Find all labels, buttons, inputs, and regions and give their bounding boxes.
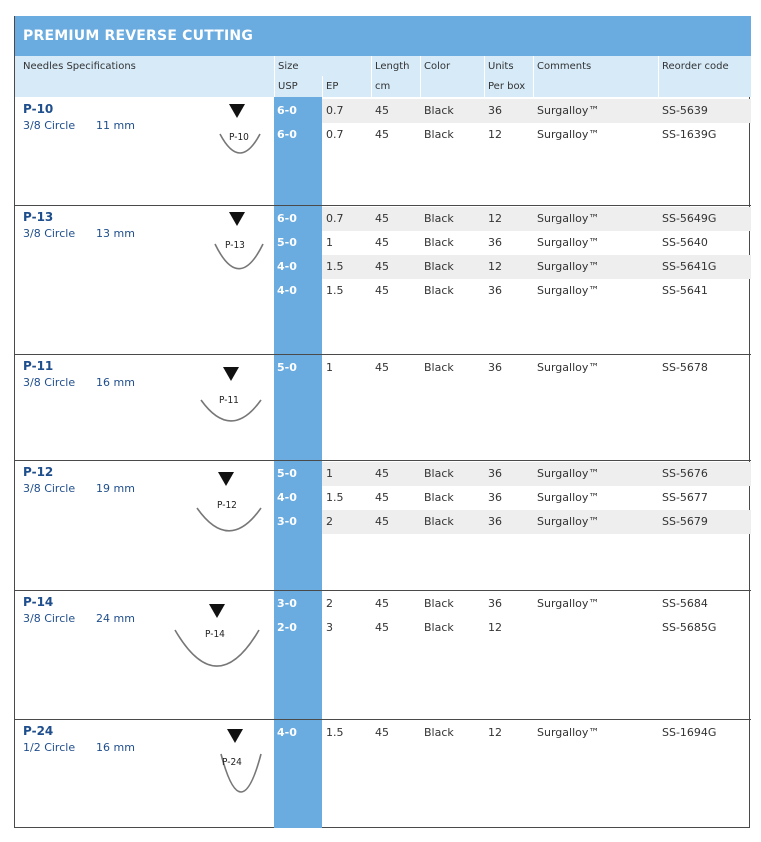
header-usp: USP [278,81,298,92]
comments-value: Surgalloy™ [537,104,600,117]
needle-size-mm: 24 mm [96,612,135,625]
color-value: Black [424,515,454,528]
needle-circle: 3/8 Circle [23,612,76,625]
header-ep: EP [326,81,339,92]
needle-label: P-12 [217,500,237,511]
ep-value: 0.7 [326,128,344,141]
color-value: Black [424,212,454,225]
needle-label: P-13 [225,240,245,251]
usp-size: 6-0 [277,212,297,225]
comments-value: Surgalloy™ [537,491,600,504]
needle-name: P-13 [23,210,54,224]
header-color: Color [424,61,451,72]
color-value: Black [424,467,454,480]
ep-value: 1.5 [326,284,344,297]
units-value: 36 [488,284,502,297]
header-divider [420,56,421,97]
usp-size: 4-0 [277,726,297,739]
length-value: 45 [375,236,389,249]
header-divider [371,56,372,97]
units-value: 36 [488,515,502,528]
header-length: Length [375,61,410,72]
needle-label: P-24 [222,757,242,768]
reorder-code: SS-5641G [662,260,717,273]
reorder-code: SS-5684 [662,597,708,610]
color-value: Black [424,597,454,610]
header-size: Size [278,61,299,72]
length-value: 45 [375,361,389,374]
color-value: Black [424,361,454,374]
comments-value: Surgalloy™ [537,467,600,480]
length-value: 45 [375,726,389,739]
units-value: 36 [488,361,502,374]
header-needles: Needles Specifications [23,61,136,72]
ep-value: 0.7 [326,104,344,117]
header-per-box: Per box [488,81,526,92]
reorder-code: SS-5676 [662,467,708,480]
units-value: 36 [488,467,502,480]
comments-value: Surgalloy™ [537,212,600,225]
length-value: 45 [375,284,389,297]
usp-size: 6-0 [277,128,297,141]
ep-value: 0.7 [326,212,344,225]
units-value: 12 [488,726,502,739]
ep-value: 1 [326,236,333,249]
usp-size: 2-0 [277,621,297,634]
table-title: PREMIUM REVERSE CUTTING [15,16,751,56]
needle-circle: 3/8 Circle [23,376,76,389]
needle-size-mm: 13 mm [96,227,135,240]
usp-size: 5-0 [277,467,297,480]
ep-value: 2 [326,515,333,528]
reorder-code: SS-1694G [662,726,717,739]
length-value: 45 [375,104,389,117]
needle-circle: 3/8 Circle [23,227,76,240]
length-value: 45 [375,128,389,141]
units-value: 12 [488,260,502,273]
color-value: Black [424,491,454,504]
ep-value: 3 [326,621,333,634]
needle-label: P-10 [229,132,249,143]
reorder-code: SS-5685G [662,621,717,634]
ep-value: 1.5 [326,491,344,504]
comments-value: Surgalloy™ [537,128,600,141]
header-units: Units [488,61,514,72]
header-divider [274,56,275,97]
needle-label: P-11 [219,395,239,406]
triangle-point-icon [227,729,243,743]
usp-size: 4-0 [277,260,297,273]
ep-value: 2 [326,597,333,610]
color-value: Black [424,236,454,249]
color-value: Black [424,260,454,273]
needle-name: P-14 [23,595,54,609]
reorder-code: SS-5640 [662,236,708,249]
header-comments: Comments [537,61,592,72]
needle-circle: 3/8 Circle [23,119,76,132]
length-value: 45 [375,212,389,225]
usp-size: 6-0 [277,104,297,117]
reorder-code: SS-5649G [662,212,717,225]
needle-name: P-10 [23,102,54,116]
reorder-code: SS-5679 [662,515,708,528]
needle-illustration [15,16,274,828]
comments-value: Surgalloy™ [537,361,600,374]
reorder-code: SS-5639 [662,104,708,117]
comments-value: Surgalloy™ [537,260,600,273]
length-value: 45 [375,597,389,610]
needle-size-mm: 11 mm [96,119,135,132]
length-value: 45 [375,491,389,504]
needle-size-mm: 16 mm [96,741,135,754]
length-value: 45 [375,467,389,480]
needle-name: P-11 [23,359,54,373]
needle-label: P-14 [205,629,225,640]
header-divider [658,56,659,97]
header-divider [322,76,323,97]
usp-size: 5-0 [277,236,297,249]
units-value: 12 [488,212,502,225]
header-divider [533,56,534,97]
ep-value: 1 [326,361,333,374]
needle-size-mm: 16 mm [96,376,135,389]
units-value: 36 [488,491,502,504]
usp-size: 3-0 [277,597,297,610]
ep-value: 1 [326,467,333,480]
color-value: Black [424,128,454,141]
ep-value: 1.5 [326,260,344,273]
reorder-code: SS-5677 [662,491,708,504]
needle-size-mm: 19 mm [96,482,135,495]
usp-size: 5-0 [277,361,297,374]
units-value: 36 [488,597,502,610]
units-value: 36 [488,104,502,117]
product-table [14,16,750,828]
reorder-code: SS-5641 [662,284,708,297]
needle-name: P-24 [23,724,54,738]
usp-size: 4-0 [277,491,297,504]
comments-value: Surgalloy™ [537,284,600,297]
reorder-code: SS-1639G [662,128,717,141]
length-value: 45 [375,515,389,528]
color-value: Black [424,726,454,739]
units-value: 36 [488,236,502,249]
reorder-code: SS-5678 [662,361,708,374]
comments-value: Surgalloy™ [537,597,600,610]
color-value: Black [424,621,454,634]
color-value: Black [424,284,454,297]
usp-size: 4-0 [277,284,297,297]
needle-circle: 1/2 Circle [23,741,76,754]
length-value: 45 [375,621,389,634]
needle-name: P-12 [23,465,54,479]
header-divider [484,56,485,97]
ep-value: 1.5 [326,726,344,739]
header-cm: cm [375,81,391,92]
comments-value: Surgalloy™ [537,515,600,528]
units-value: 12 [488,128,502,141]
needle-circle: 3/8 Circle [23,482,76,495]
comments-value: Surgalloy™ [537,726,600,739]
color-value: Black [424,104,454,117]
header-reorder-code: Reorder code [662,61,729,72]
usp-size: 3-0 [277,515,297,528]
units-value: 12 [488,621,502,634]
length-value: 45 [375,260,389,273]
comments-value: Surgalloy™ [537,236,600,249]
